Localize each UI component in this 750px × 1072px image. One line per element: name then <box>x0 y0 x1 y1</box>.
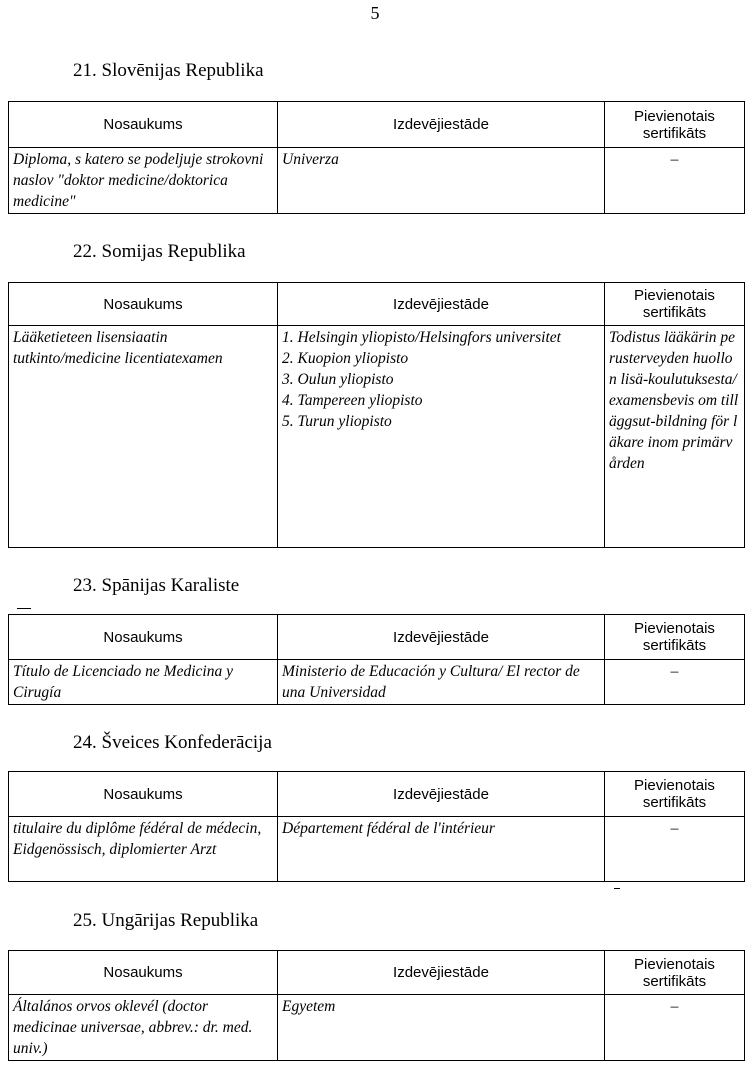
scan-mark <box>614 888 620 889</box>
column-header-certificate: Pievienotais sertifikāts <box>605 772 745 817</box>
issuer-line: 2. Kuopion yliopisto <box>282 350 409 367</box>
section-heading-switzerland: 24. Šveices Konfederācija <box>73 732 272 753</box>
section-heading-slovenia: 21. Slovēnijas Republika <box>73 60 264 81</box>
certificate-cell: – <box>605 995 745 1061</box>
issuer-line: 4. Tampereen yliopisto <box>282 392 423 409</box>
diploma-name-cell: titulaire du diplôme fédéral de médecin, Eidgenössisch, diplomierter Arzt <box>9 817 278 882</box>
certificate-table-spain <box>8 614 745 705</box>
column-header-certificate: Pievienotais sertifikāts <box>605 102 745 148</box>
issuer-cell <box>278 817 605 882</box>
issuer-line: Univerza <box>282 151 339 168</box>
diploma-name-cell: Lääketieteen lisensiaatin tutkinto/medicine licentiatexamen <box>9 326 278 548</box>
certificate-cell: Todistus lääkärin perusterveyden huollon lisä-koulutuksesta/examensbevis om tilläggsut-bildning för läkare inom primärvården <box>605 326 745 548</box>
issuer-cell <box>278 148 605 214</box>
diploma-name-cell: Diploma, s katero se podeljuje strokovni naslov "doktor medicine/doktorica medicine" <box>9 148 278 214</box>
issuer-cell <box>278 326 605 548</box>
issuer-line: Egyetem <box>282 998 336 1015</box>
column-header-name: Nosaukums <box>9 283 278 326</box>
column-header-name: Nosaukums <box>9 772 278 817</box>
scan-mark <box>17 608 31 609</box>
certificate-cell: – <box>605 660 745 705</box>
column-header-name: Nosaukums <box>9 951 278 995</box>
section-heading-hungary: 25. Ungārijas Republika <box>73 910 259 931</box>
issuer-line: 1. Helsingin yliopisto/Helsingfors universitet <box>282 329 561 346</box>
column-header-issuer: Izdevējiestāde <box>278 102 605 148</box>
issuer-line: Ministerio de Educación y Cultura/ El rector de una Universidad <box>282 663 580 701</box>
certificate-table-hungary <box>8 950 745 1061</box>
column-header-certificate: Pievienotais sertifikāts <box>605 615 745 660</box>
issuer-cell <box>278 995 605 1061</box>
section-heading-finland: 22. Somijas Republika <box>73 241 246 262</box>
certificate-cell: – <box>605 817 745 882</box>
certificate-table-switzerland <box>8 771 745 882</box>
column-header-certificate: Pievienotais sertifikāts <box>605 283 745 326</box>
issuer-cell <box>278 660 605 705</box>
certificate-table-finland <box>8 282 745 548</box>
certificate-cell: – <box>605 148 745 214</box>
page-number: 5 <box>370 3 380 23</box>
column-header-issuer: Izdevējiestāde <box>278 772 605 817</box>
column-header-issuer: Izdevējiestāde <box>278 615 605 660</box>
issuer-line: Département fédéral de l'intérieur <box>282 820 495 837</box>
section-heading-spain: 23. Spānijas Karaliste <box>73 575 240 596</box>
issuer-line: 5. Turun yliopisto <box>282 413 392 430</box>
column-header-issuer: Izdevējiestāde <box>278 283 605 326</box>
column-header-issuer: Izdevējiestāde <box>278 951 605 995</box>
column-header-certificate: Pievienotais sertifikāts <box>605 951 745 995</box>
column-header-name: Nosaukums <box>9 615 278 660</box>
issuer-line: 3. Oulun yliopisto <box>282 371 394 388</box>
certificate-table-slovenia <box>8 101 745 214</box>
diploma-name-cell: Título de Licenciado ne Medicina y Cirugía <box>9 660 278 705</box>
column-header-name: Nosaukums <box>9 102 278 148</box>
diploma-name-cell: Általános orvos oklevél (doctor medicinae universae, abbrev.: dr. med. univ.) <box>9 995 278 1061</box>
